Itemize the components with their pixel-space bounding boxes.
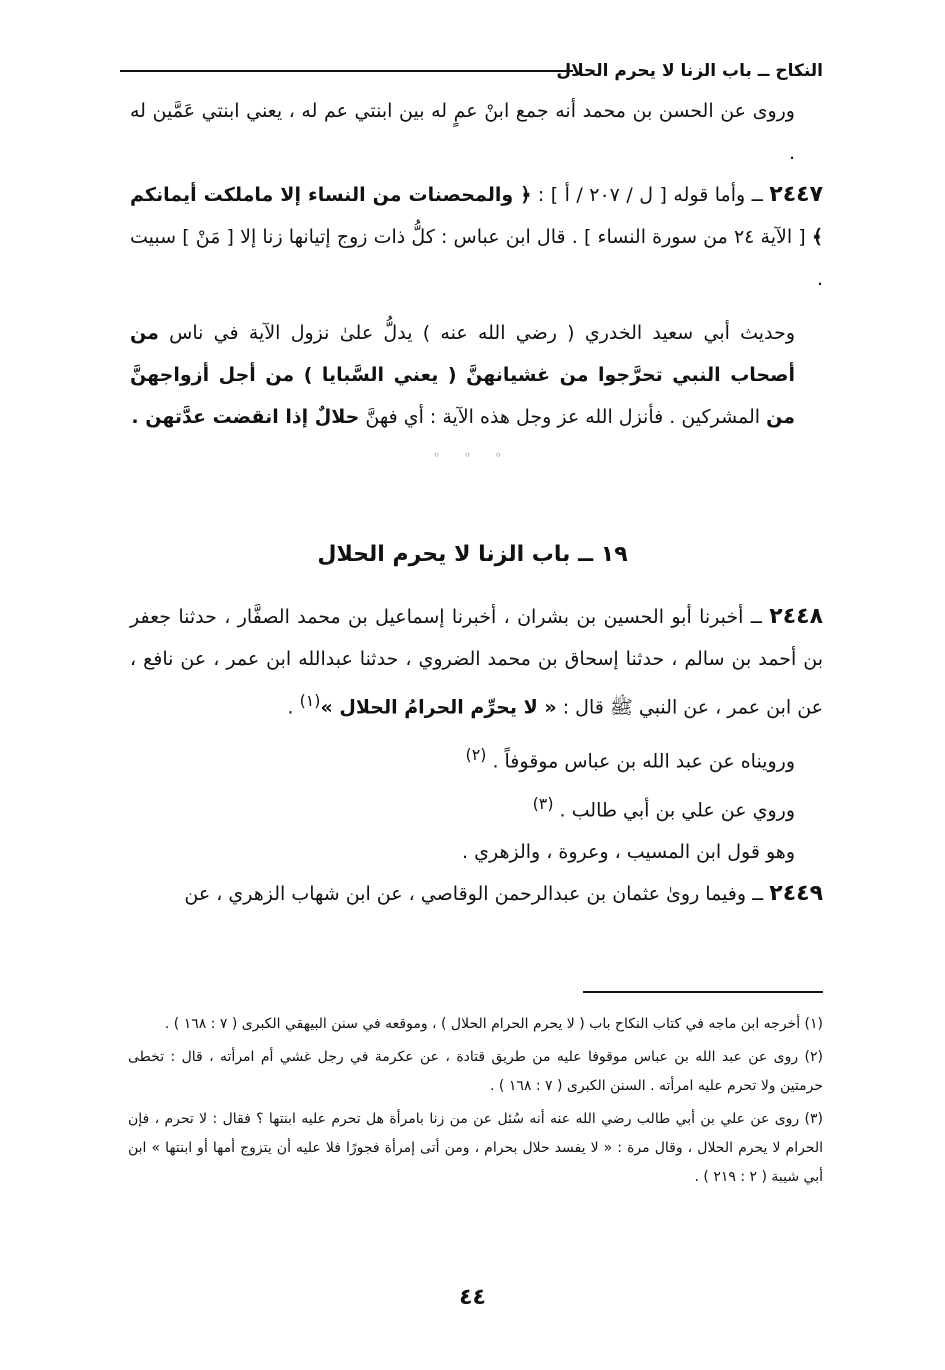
quran-quote: ﴿ والمحصنات من النساء إلا ماملكت أيمانكم ﴾ [130,184,823,248]
footnote-ref-3: (٣) [532,793,554,813]
entry-number-2448: ٢٤٤٨ [769,604,824,629]
entry-2449-text: ــ وفيما روىٰ عثمان بن عبدالرحمن الوقاصي ، عن ابن شهاب الزهري ، عن [184,882,764,905]
running-header [120,56,823,86]
hadith-quote: « لا يحرِّم الحرامُ الحلال » [320,696,557,719]
footnotes [128,1010,823,1196]
line-mawqufan [130,734,823,782]
entry-2448-text: ــ أخبرنا أبو الحسين بن بشران ، أخبرنا إسماعيل بن محمد الصفَّار ، حدثنا جعفر بن أحمد بن سالم ، حدثنا إسحاق بن محمد الضروي ، حدثنا عبدالله ابن عمر ، عن نافع ، عن ابن عمر ، عن النبي ﷺ قال : [130,606,823,719]
footnote-ref-2: (٢) [465,745,487,765]
entry-2449 [130,873,823,915]
footnote-rule [583,991,823,993]
ali-text: وروي عن علي بن أبي طالب . [559,798,795,821]
entry-2447-rest: [ الآية ٢٤ من سورة النساء ] . قال ابن عباس : كلُّ ذات زوج إتيانها زنا إلا [ مَنْ ] سبيت . [130,226,823,290]
khudri-bold: من أصحاب النبي تحرَّجوا من غشيانهنَّ ( يعني السَّبايا ) من أجل أزواجهنَّ من [130,322,795,428]
entry-2447-lead: ــ وأما قوله [ ل / ٢٠٧ / أ ] : [537,184,763,206]
paragraph-khudri [130,312,823,438]
section-separator: ◦ ◦ ◦ [433,448,512,462]
header-rule [120,70,573,72]
chapter-heading: ١٩ ــ باب الزنا لا يحرم الحلال [317,542,628,567]
paragraph-hasan: وروى عن الحسن بن محمد أنه جمع ابنْ عمٍ له بين ابنتي عم له ، يعني ابنتي عَمَّين له . [130,100,795,164]
line-ali [130,783,823,831]
footnote-3: (٣) روى عن علي بن أبي طالب رضي الله عنه أنه سُئل عن من زنا بامرأة هل تحرم عليه ابنتها ؟ فقال : لا تحرم ، فإن الحرام لا يحرم الحلال ، وقال مرة : « لا يفسد حلال بحرام ، ومن أتى إمرأة فجورًا فلا عليه أن يتزوج أمها أو ابنتها » ابن أبي شيبة ( ٢ : ٢١٩ ) . [128,1111,823,1185]
khudri-tail-normal: المشركين . فأنزل الله عز وجل هذه الآية : أي فهنَّ [365,406,761,428]
page-number: ٤٤ [459,1285,486,1310]
entry-2447 [130,174,823,300]
entry-number-2447: ٢٤٤٧ [769,182,823,207]
top-text-block [130,90,823,438]
khudri-tail-bold: حلالٌ إذا انقضت عدَّتهن . [131,406,360,428]
footnote-2: (٢) روى عن عبد الله بن عباس موقوفا عليه من طريق قتادة ، عن عكرمة في رجل غشي أم امرأته ، قال : تخطى حرمتين ولا تحرم عليه امرأته . السنن الكبرى ( ٧ : ١٦٨ ) . [128,1049,823,1094]
footnote-1: (١) أخرجه ابن ماجه في كتاب النكاح باب ( لا يحرم الحرام الحلال ) ، وموقعه في سنن البيهقي الكبرى ( ٧ : ١٦٨ ) . [164,1016,823,1032]
footnote-ref-1: (١) [299,691,321,710]
main-text-block [130,596,823,915]
khudri-normal: وحديث أبي سعيد الخدري ( رضي الله عنه ) يدلُّ علىٰ نزول الآية في ناس [169,322,795,344]
entry-number-2449: ٢٤٤٩ [769,880,823,906]
line-qawl: وهو قول ابن المسيب ، وعروة ، والزهري . [462,840,795,863]
entry-2448: ٢٤٤٨ ــ أخبرنا أبو الحسين بن بشران ، أخبرنا إسماعيل بن محمد الصفَّار ، حدثنا جعفر بن أحمد بن سالم ، حدثنا إسحاق بن محمد الضروي ، حدثنا عبدالله ابن عمر ، عن نافع ، عن ابن عمر ، عن النبي ﷺ قال : « لا يحرِّم الحرامُ الحلال »$^{(١)}$ . [130,604,824,719]
mawqufan-text: ورويناه عن عبد الله بن عباس موقوفاً . [492,750,795,773]
running-header-title: النكاح ــ باب الزنا لا يحرم الحلال [546,56,823,86]
